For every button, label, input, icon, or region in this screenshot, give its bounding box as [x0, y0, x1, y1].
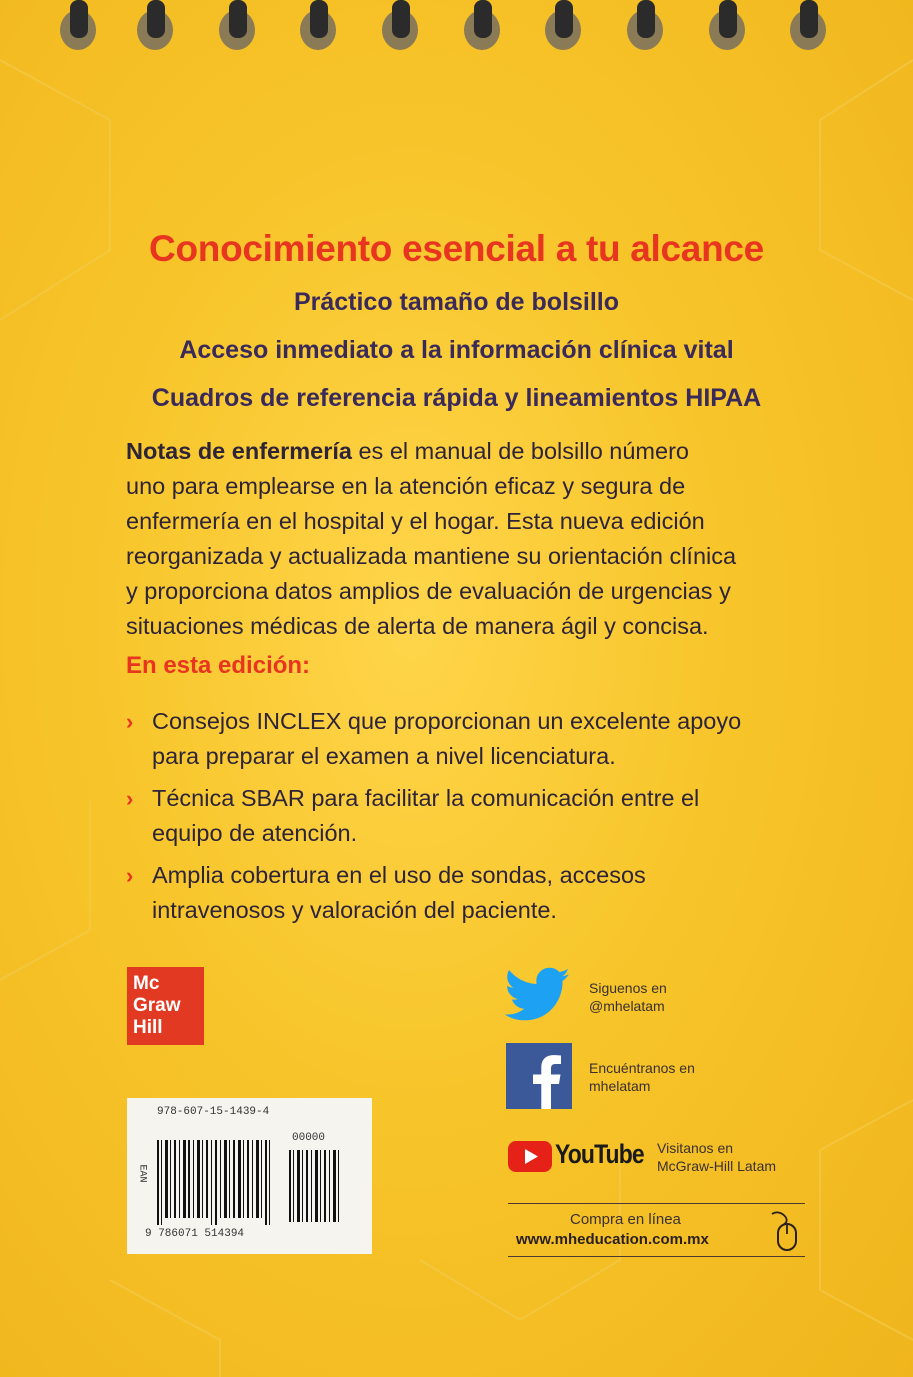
youtube-play-icon[interactable]: [508, 1141, 552, 1172]
list-item: › Técnica SBAR para facilitar la comunicación entre el equipo de atención.: [126, 781, 826, 851]
shop-label: Compra en línea: [570, 1211, 681, 1228]
list-item: › Amplia cobertura en el uso de sondas, accesos intravenosos y valoración del paciente.: [126, 858, 826, 928]
mcgraw-hill-logo: Mc Graw Hill: [127, 967, 204, 1045]
edition-bullets: [126, 704, 826, 935]
headline: Conocimiento esencial a tu alcance: [149, 228, 764, 269]
facebook-icon[interactable]: [506, 1043, 572, 1109]
barcode-addon: 00000: [292, 1132, 326, 1144]
list-item: › Consejos INCLEX que proporcionan un excelente apoyo para preparar el examen a nivel licenciatura.: [126, 704, 826, 774]
edition-title: En esta edición:: [126, 652, 311, 679]
computer-mouse-icon: [770, 1208, 804, 1252]
twitter-text: Siguenos en @mhelatam: [589, 980, 667, 1014]
youtube-text: Visitanos en McGraw-Hill Latam: [657, 1140, 777, 1174]
feature-pocket-size: Práctico tamaño de bolsillo: [293, 288, 620, 316]
isbn-bottom: 9 786071 514394: [145, 1228, 245, 1240]
chevron-right-icon: ›: [126, 709, 134, 734]
ean-label: EAN: [136, 1164, 148, 1183]
feature-clinical-info: Acceso inmediato a la información clínica vital: [179, 336, 734, 364]
chevron-right-icon: ›: [126, 786, 134, 811]
feature-reference-tables: Cuadros de referencia rápida y lineamientos HIPAA: [151, 384, 762, 412]
shop-online[interactable]: [508, 1203, 805, 1257]
shop-url[interactable]: www.mheducation.com.mx: [516, 1231, 709, 1248]
facebook-text: Encuéntranos en mhelatam: [589, 1060, 695, 1094]
barcode-bars: [149, 1120, 349, 1225]
spiral-binding: [0, 0, 913, 60]
twitter-bird-icon[interactable]: [505, 966, 571, 1024]
book-title: Notas de enfermería: [126, 438, 352, 464]
barcode: [127, 1098, 372, 1254]
chevron-right-icon: ›: [126, 863, 134, 888]
isbn-top: 978-607-15-1439-4: [157, 1106, 270, 1118]
description: Notas de enfermería es el manual de bolsillo número uno para emplearse en la atención eficaz y segura de enfermería en el hospital y el hogar. Esta nueva edición reorganizada y actualizada mantiene su orientación clínica y proporciona datos amplios de evaluación de urgencias y situaciones médicas de alerta de manera ágil y concisa.: [126, 438, 737, 639]
youtube-wordmark: YouTube: [555, 1139, 644, 1169]
